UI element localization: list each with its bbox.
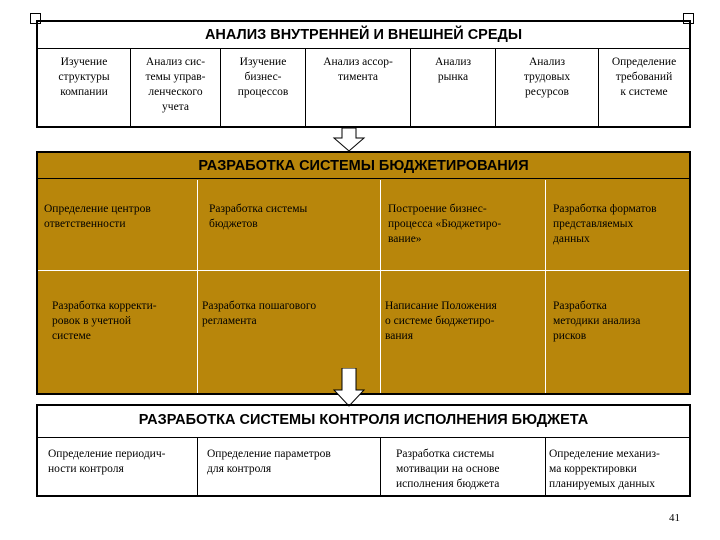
budgeting-system-block bbox=[36, 151, 691, 395]
budgeting-system-title: РАЗРАБОТКА СИСТЕМЫ БЮДЖЕТИРОВАНИЯ bbox=[198, 158, 529, 174]
analysis-item: Анализ рынка bbox=[434, 56, 472, 83]
control-task: Определение параметров для контроля bbox=[207, 448, 331, 475]
analysis-item: Определение требований к системе bbox=[611, 56, 677, 98]
budgeting-task: Построение бизнес- процесса «Бюджетиро- вание» bbox=[388, 203, 502, 245]
analysis-item: Анализ трудовых ресурсов bbox=[523, 56, 571, 98]
analysis-item: Анализ ассор- тимента bbox=[323, 56, 393, 83]
analysis-item: Анализ сис- темы управ- ленческого учета bbox=[145, 56, 206, 113]
down-arrow-icon bbox=[330, 368, 370, 408]
budgeting-task: Разработка системы бюджетов bbox=[209, 203, 308, 230]
environment-analysis-title: АНАЛИЗ ВНУТРЕННЕЙ И ВНЕШНЕЙ СРЕДЫ bbox=[204, 27, 523, 43]
budgeting-task: Определение центров ответственности bbox=[44, 203, 151, 230]
control-task: Определение периодич- ности контроля bbox=[48, 448, 166, 475]
control-task: Разработка системы мотивации на основе исполнения бюджета bbox=[396, 448, 500, 490]
budget-control-title: РАЗРАБОТКА СИСТЕМЫ КОНТРОЛЯ ИСПОЛНЕНИЯ БЮДЖЕТА bbox=[138, 412, 589, 428]
control-task: Определение механиз- ма корректировки планируемых данных bbox=[549, 448, 660, 490]
budgeting-task: Разработка корректи- ровок в учетной системе bbox=[52, 300, 157, 342]
budgeting-task: Разработка пошагового регламента bbox=[202, 300, 317, 327]
analysis-item: Изучение бизнес- процессов bbox=[237, 56, 289, 98]
budgeting-task: Разработка форматов представляемых данных bbox=[553, 203, 657, 245]
budgeting-task: Разработка методики анализа рисков bbox=[553, 300, 641, 342]
page-number: 41 bbox=[669, 512, 680, 524]
down-arrow-icon bbox=[330, 128, 370, 152]
budgeting-task: Написание Положения о системе бюджетиро- вания bbox=[385, 300, 497, 342]
analysis-item: Изучение структуры компании bbox=[58, 56, 110, 98]
